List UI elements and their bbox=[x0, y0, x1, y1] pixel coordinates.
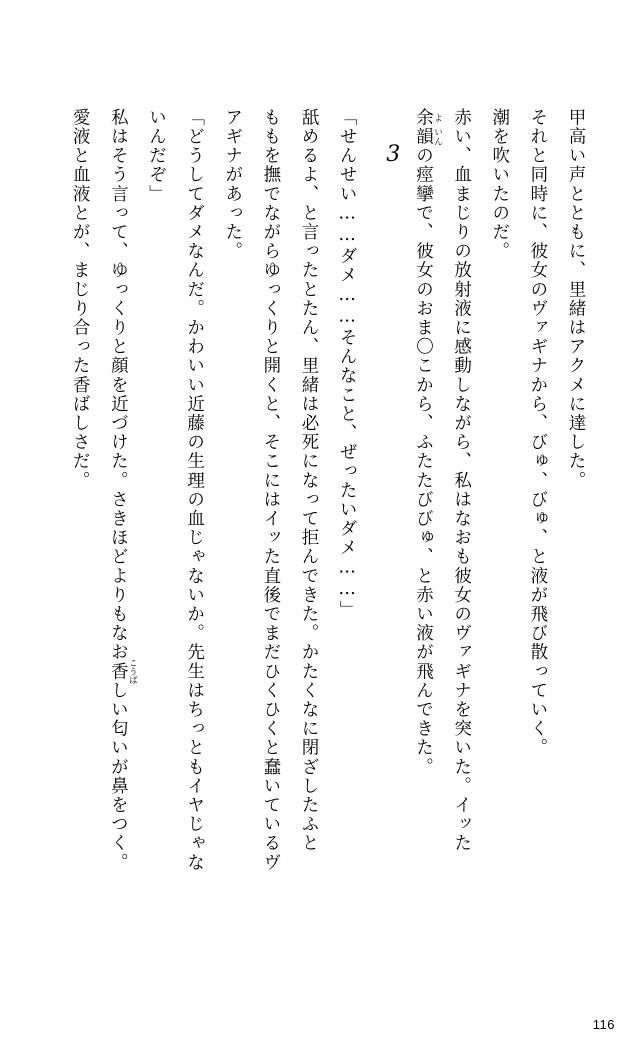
paragraph: 潮を吹いたのだ。 bbox=[489, 108, 510, 261]
paragraph: 舐めるよ、と言ったとたん、里緒は必死になって拒んできた。かたくなに閉ざしたふと bbox=[299, 108, 320, 853]
ruby-in: 韻 いん bbox=[413, 127, 443, 147]
paragraph-with-ruby: 私はそう言って、ゆっくりと顔を近づけた。さきほどよりもなお香 こうばしい匂いが鼻をつく。 bbox=[108, 108, 138, 873]
paragraph-with-ruby: 余 よ韻 いんの痙攣で、彼女のおま〇こから、ふたたびびゅ、と赤い液が飛んできた。 bbox=[413, 108, 443, 777]
paragraph: それと同時に、彼女のヴァギナから、びゅ、びゅ、と液が飛び散っていく。 bbox=[527, 108, 548, 758]
paragraph: アギナがあった。 bbox=[222, 108, 243, 261]
paragraph: 赤い、血まじりの放射液に感動しながら、私はなおも彼女のヴァギナを突いた。イッた bbox=[451, 108, 472, 853]
paragraph: 「せんせい……ダメ……そんなこと、ぜったいダメ……」 bbox=[337, 108, 358, 620]
ruby-kouba: 香 こうば bbox=[108, 658, 138, 685]
ruby-yo: 余 よ bbox=[413, 108, 443, 128]
section-number: 3 bbox=[386, 141, 402, 167]
paragraph: 甲高い声とともに、里緒はアクメに達した。 bbox=[566, 108, 586, 490]
paragraph: ももを撫でながらゆっくりと開くと、そこにはイッた直後でまだひくひくと蠢いているヴ bbox=[260, 108, 281, 872]
page-number: 116 bbox=[592, 1017, 615, 1032]
paragraph: 「どうしてダメなんだ。かわいい近藤の生理の血じゃないか。先生はちっともイヤじゃな bbox=[184, 108, 205, 872]
paragraph: 愛液と血液とが、まじり合った香ばしさだ。 bbox=[70, 108, 91, 490]
paragraph: いんだぞ」 bbox=[146, 108, 167, 204]
vertical-text-body bbox=[55, 108, 595, 978]
